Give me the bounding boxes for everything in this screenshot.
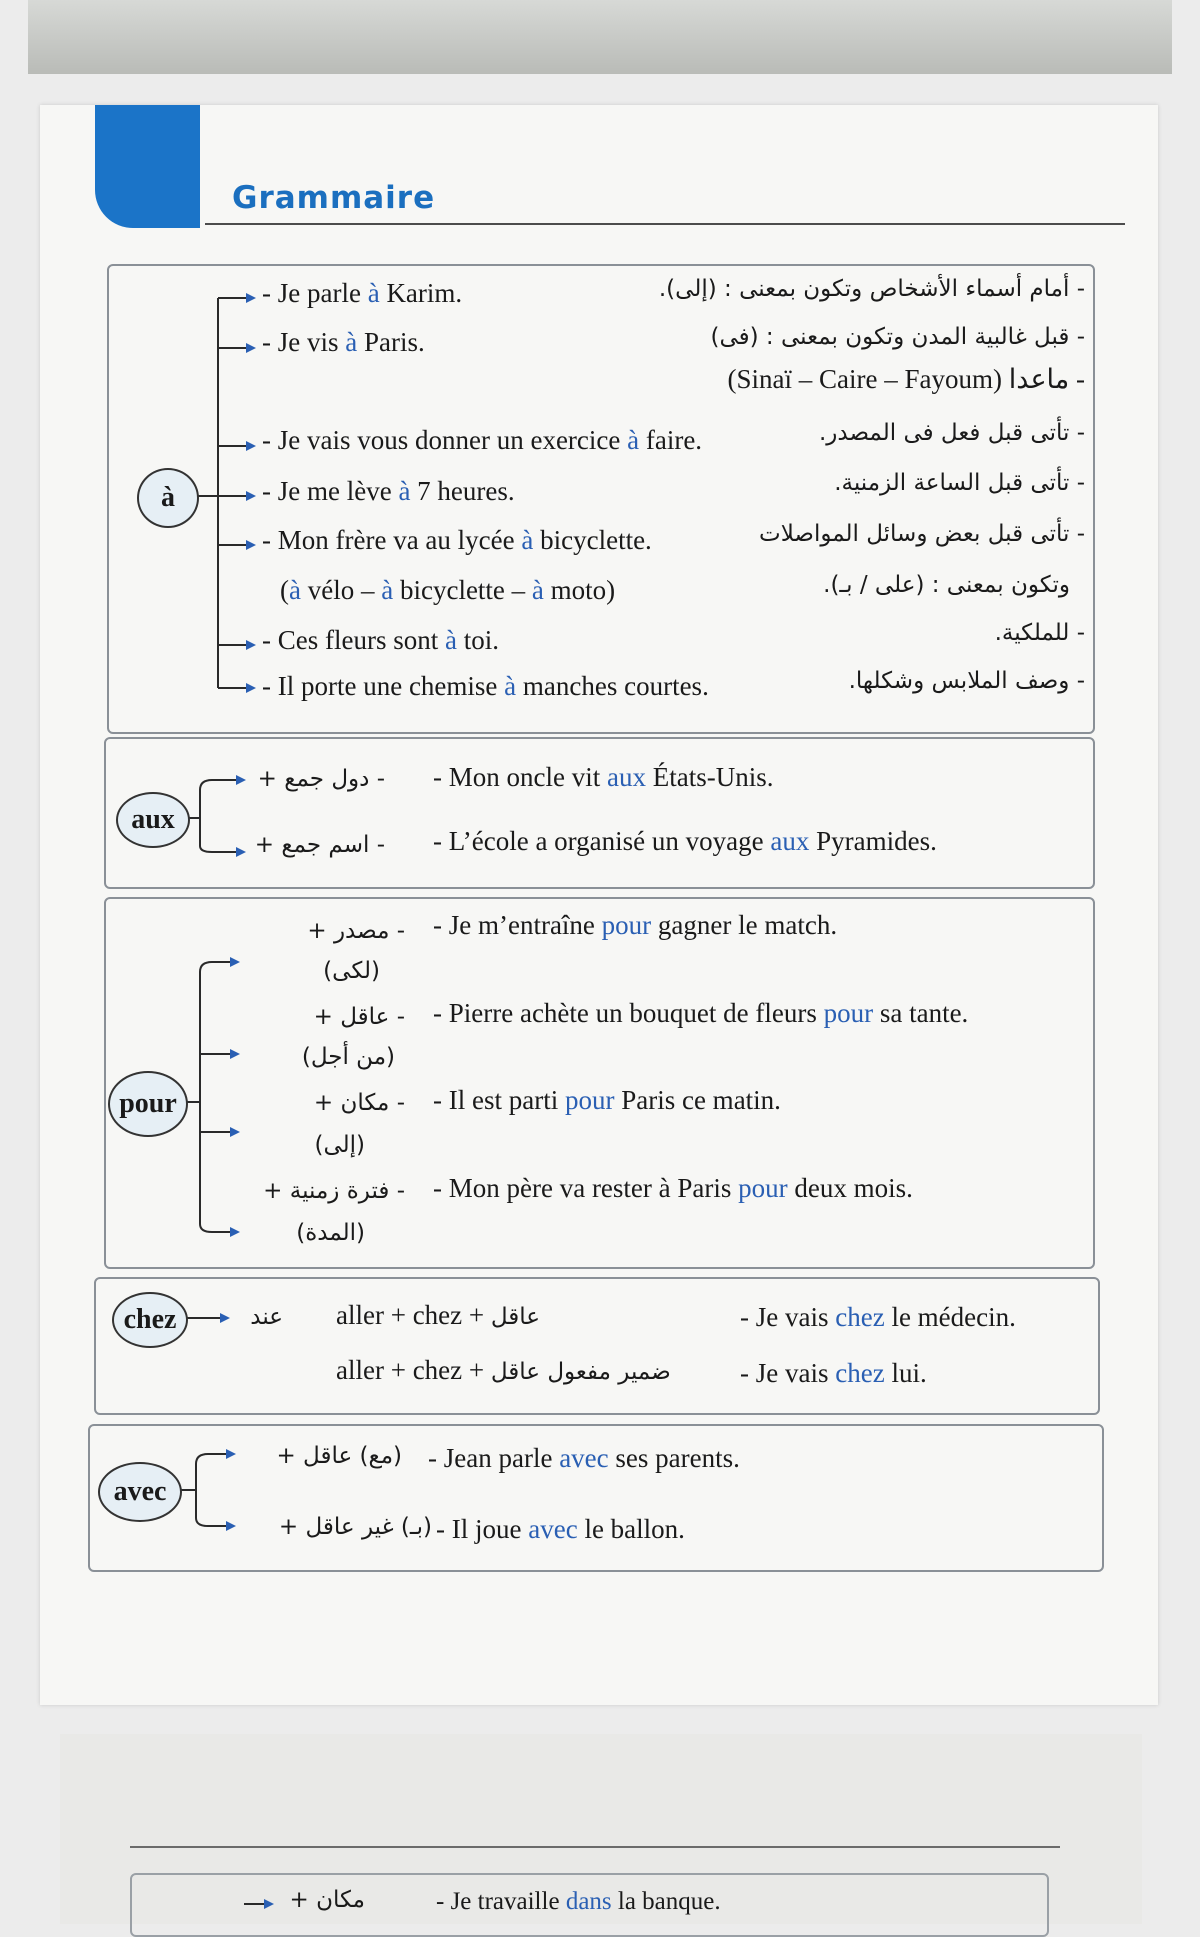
example-row: - Je parle à Karim. — [262, 278, 463, 308]
rule-row: - أمام أسماء الأشخاص وتكون بمعنى : (إلى). — [658, 276, 1085, 302]
example-row: - Je vais chez lui. — [740, 1358, 927, 1388]
rule-row: - تأتى قبل الساعة الزمنية. — [834, 470, 1085, 496]
example-row: (à vélo – à bicyclette – à moto) — [280, 575, 616, 605]
section-pour-box — [104, 897, 1095, 1269]
example-row: - Je vais chez le médecin. — [740, 1302, 1016, 1332]
example-row: - Il est parti pour Paris ce matin. — [433, 1085, 781, 1115]
preposition-chez-label: chez — [112, 1292, 188, 1348]
example-row: - Je travaille dans la banque. — [436, 1888, 721, 1915]
preposition-pour-label: pour — [108, 1071, 188, 1137]
section-title: Grammaire — [232, 180, 436, 216]
preposition-a-label: à — [137, 468, 199, 528]
rule-row: - دول جمع + — [257, 766, 385, 792]
rule-meaning: (المدة) — [296, 1220, 365, 1246]
example-row: - Je me lève à 7 heures. — [262, 476, 515, 506]
example-row: - Je m’entraîne pour gagner le match. — [433, 910, 838, 940]
rule-row: - مصدر + — [307, 918, 405, 944]
section-chez-box — [94, 1277, 1100, 1415]
example-row: - Il joue avec le ballon. — [436, 1514, 685, 1544]
title-underline — [205, 223, 1125, 225]
rule-row: وتكون بمعنى : (على / بـ). — [823, 572, 1070, 598]
example-row: - Mon frère va au lycée à bicyclette. — [262, 525, 652, 555]
chez-meaning: عند — [250, 1304, 283, 1330]
exception-row: (Sinaï – Caire – Fayoum) ماعدا - — [727, 364, 1085, 394]
section-aux-box — [104, 737, 1095, 889]
rule-meaning: (إلى) — [314, 1132, 365, 1158]
example-row: - Mon père va rester à Paris pour deux mois. — [433, 1173, 913, 1203]
page-tab-marker — [95, 105, 200, 228]
rule-row: - قبل غالبية المدن وتكون بمعنى : (فى) — [710, 324, 1085, 350]
rule-meaning: (لكى) — [323, 958, 380, 984]
rule-row: aller + chez + ضمير مفعول عاقل — [336, 1355, 671, 1385]
example-row: - Pierre achète un bouquet de fleurs pour sa tante. — [433, 998, 969, 1028]
rule-row: - فترة زمنية + — [263, 1178, 405, 1204]
rule-row: - تأتى قبل بعض وسائل المواصلات — [759, 521, 1085, 547]
rule-row: (بـ) غير عاقل + — [278, 1514, 432, 1540]
next-page-rule — [130, 1846, 1060, 1848]
example-row: - Je vis à Paris. — [262, 327, 425, 357]
rule-row: - وصف الملابس وشكلها. — [848, 668, 1085, 694]
example-row: - Mon oncle vit aux États-Unis. — [433, 762, 774, 792]
example-row: - Je vais vous donner un exercice à faire. — [262, 425, 703, 455]
rule-row: - اسم جمع + — [254, 832, 385, 858]
example-row: - L’école a organisé un voyage aux Pyramides. — [433, 826, 937, 856]
preposition-aux-label: aux — [116, 792, 190, 848]
rule-row: مكان + — [289, 1887, 365, 1913]
example-row: - Jean parle avec ses parents. — [428, 1443, 740, 1473]
rule-row: - للملكية. — [994, 620, 1085, 646]
rule-row: aller + chez + عاقل — [336, 1300, 541, 1330]
example-row: - Il porte une chemise à manches courtes. — [262, 671, 709, 701]
example-row: - Ces fleurs sont à toi. — [262, 625, 499, 655]
rule-meaning: (من أجل) — [301, 1044, 395, 1070]
preposition-avec-label: avec — [98, 1462, 182, 1522]
rule-row: (مع) عاقل + — [276, 1443, 402, 1469]
previous-page-strip — [28, 0, 1172, 74]
rule-row: - عاقل + — [313, 1004, 405, 1030]
rule-row: - مكان + — [313, 1090, 405, 1116]
rule-row: - تأتى قبل فعل فى المصدر. — [819, 420, 1085, 446]
